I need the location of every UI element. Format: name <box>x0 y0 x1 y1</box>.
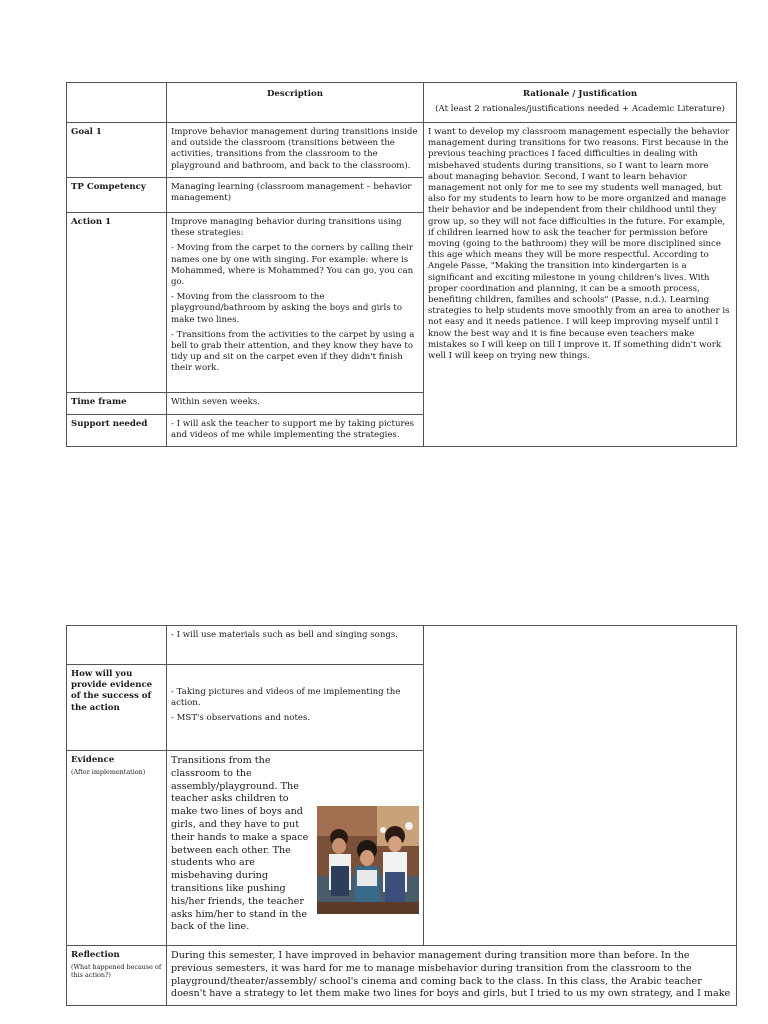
timeframe-text: Within seven weeks. <box>167 393 424 415</box>
goal-label: Goal 1 <box>67 123 167 178</box>
action-label: Action 1 <box>67 213 167 393</box>
evidence-text-wrap <box>171 755 419 934</box>
support-label: Support needed <box>67 415 167 447</box>
evidence-text: Transitions from the classroom to the assembly/playground. The teacher asks children to make two lines of boys and girls, and they have to put their hands to make a space between each other. The students who are misbehaving during transitions like pushing his/her friends, the teacher asks him/her to stand in the back of the line. <box>171 755 309 933</box>
reflection-sublabel: (What happened because of this action?) <box>71 963 162 980</box>
header-rationale-title: Rationale / Justification <box>522 89 638 99</box>
action-item: - Transitions from the activities to the carpet by using a bell to grab their attention, and they know they have to tidy up and sit on the carpet even if they didn't finish their work. <box>171 329 415 374</box>
reflection-label: Reflection <box>71 950 120 960</box>
action-plan-table-continued <box>66 625 737 1006</box>
support-cont-label <box>67 626 167 665</box>
action-cell <box>167 213 424 393</box>
action-intro: Improve managing behavior during transitions using these strategies: <box>171 217 402 239</box>
header-rationale-note: (At least 2 rationales/justifications needed + Academic Literature) <box>435 104 725 115</box>
evidence-plan-cell <box>167 665 424 751</box>
rationale-cont-cell <box>424 626 737 946</box>
children-in-line-image <box>317 806 419 914</box>
evidence-label-cell <box>67 751 167 946</box>
goal-text: Improve behavior management during transitions inside and outside the classroom (transitions between the activities, transitions from the classroom to the playground and bathroom, and back to the classroom). <box>167 123 424 178</box>
competency-text: Managing learning (classroom management – behavior management) <box>167 178 424 213</box>
action-plan-table <box>66 82 737 447</box>
evidence-sublabel: (After implementation) <box>71 768 146 777</box>
rationale-text: I want to develop my classroom management especially the behavior management during transitions for two reasons. First because in the previous teaching practices I faced difficulties in dealing with misbehaved students during transitions, so I want to learn more about managing behavior. Second, I want to learn behavior management not only for me to see my students well managed, but also for my students to learn how to be more organized and manage their behavior and be independent from their childhood until they grow up, so they will not face difficulties in the future. For example, if children learned how to ask the teacher for permission before moving (going to the bathroom) they will be more disciplined since this age which means they will be more respectful. According to Angele Passe, "Making the transition into kindergarten is a significant and exciting milestone in young children's lives. With proper coordination and planning, it can be a smooth process, benefiting children, families and schools" (Passe, n.d.). Learning strategies to help students move smoothly from an area to another is not easy and it needs patience. I will keep improving myself until I know the best way and it is fine because even teachers make mistakes so I will keep on till I improve it. If something didn't work well I will keep on trying new things. <box>424 123 737 447</box>
header-description: Description <box>167 83 424 123</box>
timeframe-label: Time frame <box>67 393 167 415</box>
reflection-text: During this semester, I have improved in behavior management during transition more than before. In the previous semesters, it was hard for me to manage misbehavior during transition from the classroom to the playground/theater/assembly/ school's cinema and coming back to the class. In this class, the Arabic teacher doesn't have a strategy to let them make two lines for boys and girls, but I tried to us my own strategy, and I make <box>167 946 737 1006</box>
action-item: - Moving from the classroom to the playground/bathroom by asking the boys and girls to make two lines. <box>171 292 403 325</box>
classroom-photo <box>317 806 419 914</box>
reflection-label-cell <box>67 946 167 1006</box>
action-item: - Moving from the carpet to the corners by calling their names one by one with singing. For example: where is Mohammed, where is Mohammed? You can go, you can go. <box>171 243 414 288</box>
evidence-plan-item: - Taking pictures and videos of me implementing the action. <box>171 687 401 709</box>
evidence-label: Evidence <box>71 755 115 765</box>
support-text: - I will ask the teacher to support me by taking pictures and videos of me while implementing the strategies. <box>167 415 424 447</box>
header-empty-cell <box>67 83 167 123</box>
header-rationale <box>424 83 737 123</box>
support-cont-text: - I will use materials such as bell and singing songs. <box>167 626 424 665</box>
evidence-cell <box>167 751 424 946</box>
evidence-plan-item: - MST's observations and notes. <box>171 713 311 724</box>
competency-label: TP Competency <box>67 178 167 213</box>
evidence-plan-label: How will you provide evidence of the success of the action <box>67 665 167 751</box>
